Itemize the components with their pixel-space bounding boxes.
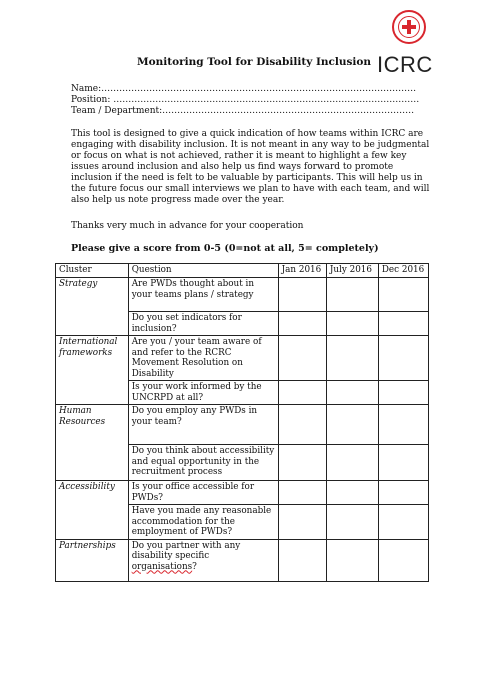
spellcheck-flagged-word: organisations <box>131 561 193 572</box>
table-row <box>56 539 429 581</box>
score-cell[interactable] <box>278 505 326 540</box>
question-cell: Do you set indicators for inclusion? <box>128 312 278 336</box>
cluster-human-resources: Human Resources <box>56 405 129 481</box>
logo-text: ICRC <box>377 52 433 77</box>
question-cell: Are you / your team aware of and refer to the RCRC Movement Resolution on Disability <box>128 336 278 381</box>
question-cell: Have you made any reasonable accommodation for the employment of PWDs? <box>128 505 278 540</box>
cluster-international-frameworks: International frameworks <box>56 336 129 405</box>
score-cell[interactable] <box>278 481 326 505</box>
score-cell[interactable] <box>378 278 428 312</box>
table-header-row <box>56 264 429 278</box>
monitoring-table <box>55 263 429 582</box>
question-cell: Is your office accessible for PWDs? <box>128 481 278 505</box>
team-department-field[interactable]: Team / Department:………………………………………………………………………… <box>71 106 415 116</box>
score-cell[interactable] <box>378 381 428 405</box>
cluster-strategy: Strategy <box>56 278 129 336</box>
score-cell[interactable] <box>278 539 326 581</box>
score-cell[interactable] <box>378 481 428 505</box>
question-text-end: ? <box>192 561 197 572</box>
table-row <box>56 481 429 505</box>
question-cell: Is your work informed by the UNCRPD at all? <box>128 381 278 405</box>
score-cell[interactable] <box>378 405 428 445</box>
question-cell: Do you employ any PWDs in your team? <box>128 405 278 445</box>
score-cell[interactable] <box>378 312 428 336</box>
score-cell[interactable] <box>278 445 326 481</box>
score-cell[interactable] <box>378 505 428 540</box>
table-row <box>56 405 429 445</box>
document-title: Monitoring Tool for Disability Inclusion <box>137 56 372 68</box>
score-cell[interactable] <box>326 336 378 381</box>
icrc-logo <box>377 10 441 80</box>
score-cell[interactable] <box>326 539 378 581</box>
question-cell <box>128 539 278 581</box>
header-cluster: Cluster <box>56 264 129 278</box>
score-cell[interactable] <box>326 405 378 445</box>
intro-paragraph: This tool is designed to give a quick indication of how teams within ICRC are engaging with disability inclusion. It is not meant in any way to be judgmental or focus on what is not achieved, rather it is meant to highlight a few key issues around inclusion and also help us find ways forward to promote inclusion if the need is felt to be valuable by participants. This will help us in the future focus our small interviews we plan to have with each team, and will also help us note progress made over the year. <box>71 129 430 205</box>
score-cell[interactable] <box>326 481 378 505</box>
position-field[interactable]: Position: ………………………………………………………………………………………… <box>71 95 420 105</box>
question-cell: Do you think about accessibility and equal opportunity in the recruitment process <box>128 445 278 481</box>
score-cell[interactable] <box>278 312 326 336</box>
name-field[interactable]: Name:…………………………………………………………………………………………… <box>71 84 417 94</box>
header-dec-2016: Dec 2016 <box>378 264 428 278</box>
score-cell[interactable] <box>326 505 378 540</box>
score-cell[interactable] <box>278 336 326 381</box>
header-july-2016: July 2016 <box>326 264 378 278</box>
score-cell[interactable] <box>378 336 428 381</box>
score-cell[interactable] <box>278 405 326 445</box>
question-text: Do you partner with any disability specific <box>131 540 241 561</box>
score-instruction: Please give a score from 0-5 (0=not at all, 5= completely) <box>71 243 379 254</box>
cluster-partnerships: Partnerships <box>56 539 129 581</box>
red-cross-emblem-icon <box>392 10 426 44</box>
score-cell[interactable] <box>278 278 326 312</box>
header-jan-2016: Jan 2016 <box>278 264 326 278</box>
cluster-accessibility: Accessibility <box>56 481 129 540</box>
respondent-fields <box>71 84 419 117</box>
table-row <box>56 278 429 312</box>
table-row <box>56 336 429 381</box>
score-cell[interactable] <box>378 445 428 481</box>
score-cell[interactable] <box>326 278 378 312</box>
thanks-text: Thanks very much in advance for your cooperation <box>71 221 304 231</box>
score-cell[interactable] <box>378 539 428 581</box>
header-question: Question <box>128 264 278 278</box>
score-cell[interactable] <box>326 312 378 336</box>
score-cell[interactable] <box>326 445 378 481</box>
question-cell: Are PWDs thought about in your teams plans / strategy <box>128 278 278 312</box>
score-cell[interactable] <box>278 381 326 405</box>
score-cell[interactable] <box>326 381 378 405</box>
